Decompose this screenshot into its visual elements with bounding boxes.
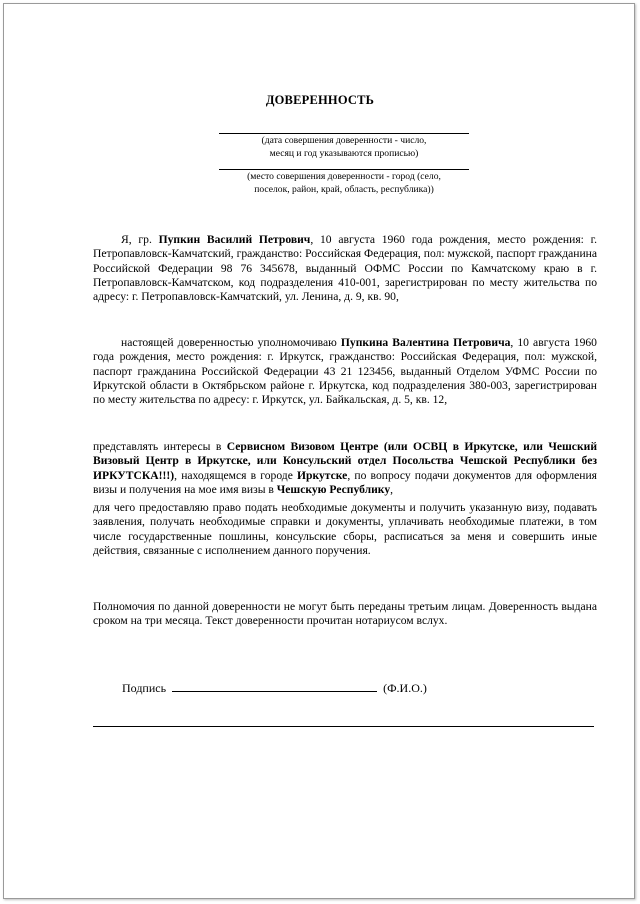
attorney-details: , 10 августа 1960 года рождения, место рождения: г. Иркутск, гражданство: Российская Федерация, пол: мужской, паспорт гражданина Российской Федерации 43 21 123456, выданный Отделом УФМС России по Иркутской области в Октябрьском районе г. Иркутска, код подразделения 380-003, зарегистрирован по месту жительства по адресу: г. Иркутск, ул. Байкальская, д. 5, кв. 12, xyxy=(93,336,597,407)
attorney-name: Пупкина Валентина Петровича xyxy=(340,336,511,349)
place-caption-line1: (место совершения доверенности - город (село, xyxy=(247,171,441,182)
signature-line xyxy=(172,680,377,692)
purpose-text-4: , xyxy=(390,482,394,496)
document-title: ДОВЕРЕННОСТЬ xyxy=(265,93,375,107)
principal-intro: Я, гр. xyxy=(121,233,159,246)
place-caption xyxy=(204,171,484,196)
attorney-intro: настоящей доверенностью уполномочиваю xyxy=(121,336,341,349)
signature-label: Подпись xyxy=(122,681,167,695)
attorney-paragraph xyxy=(93,336,597,407)
principal-details: , 10 августа 1960 года рождения, место рождения: г. Петропавловск-Камчатский, гражданство: Российская Федерация, пол: мужской, паспорт гражданина Российской Федерации 98 76 345678, выданный ОФМС России по Камчатскому краю в г. Петропавловск-Камчатском, код подразделения 410-001, зарегистрирован по месту жительства по адресу: г. Петропавловск-Камчатский, ул. Ленина, д. 9, кв. 90, xyxy=(93,233,598,304)
signature-row xyxy=(122,680,427,696)
principal-name: Пупкин Василий Петрович xyxy=(158,233,311,246)
closing-paragraph: Полномочия по данной доверенности не могут быть переданы третьим лицам. Доверенность выдана сроком на три месяца. Текст доверенности прочитан нотариусом вслух. xyxy=(93,600,597,628)
date-fill-line xyxy=(219,133,469,134)
purpose-paragraph xyxy=(93,440,597,497)
country-name: Чешскую Республику xyxy=(276,482,391,496)
date-caption xyxy=(204,135,484,160)
date-caption-line2: месяц и год указываются прописью) xyxy=(269,147,419,159)
purpose-text-2: , находящемся в городе xyxy=(174,468,298,482)
powers-paragraph: для чего предоставляю право подать необходимые документы и получить указанную визу, подавать заявления, получать необходимые справки и документы, уплачивать необходимые платежи, в том числе государственные пошлины, консульские сборы, расписаться за меня и совершить иные действия, связанные с исполнением данного поручения. xyxy=(93,501,597,557)
place-fill-line xyxy=(219,169,469,170)
bottom-rule xyxy=(93,726,594,727)
principal-paragraph xyxy=(93,233,597,304)
purpose-text-3: , по вопросу подачи документов для оформления визы и получения на мое имя визы в xyxy=(93,468,597,496)
city-name: Иркутске xyxy=(297,468,348,482)
date-caption-line1: (дата совершения доверенности - число, xyxy=(261,135,427,146)
signature-name-hint: (Ф.И.О.) xyxy=(383,681,427,695)
place-caption-line2: поселок, район, край, область, республика)) xyxy=(254,183,434,195)
purpose-text-1: представлять интересы в xyxy=(93,440,227,453)
visa-center-name: Сервисном Визовом Центре (или ОСВЦ в Иркутске, или Чешский Визовый Центр в Иркутске, или Консульский отдел Посольства Чешской Республики без ИРКУТСКА!!!) xyxy=(93,440,597,482)
document-page xyxy=(3,3,635,899)
